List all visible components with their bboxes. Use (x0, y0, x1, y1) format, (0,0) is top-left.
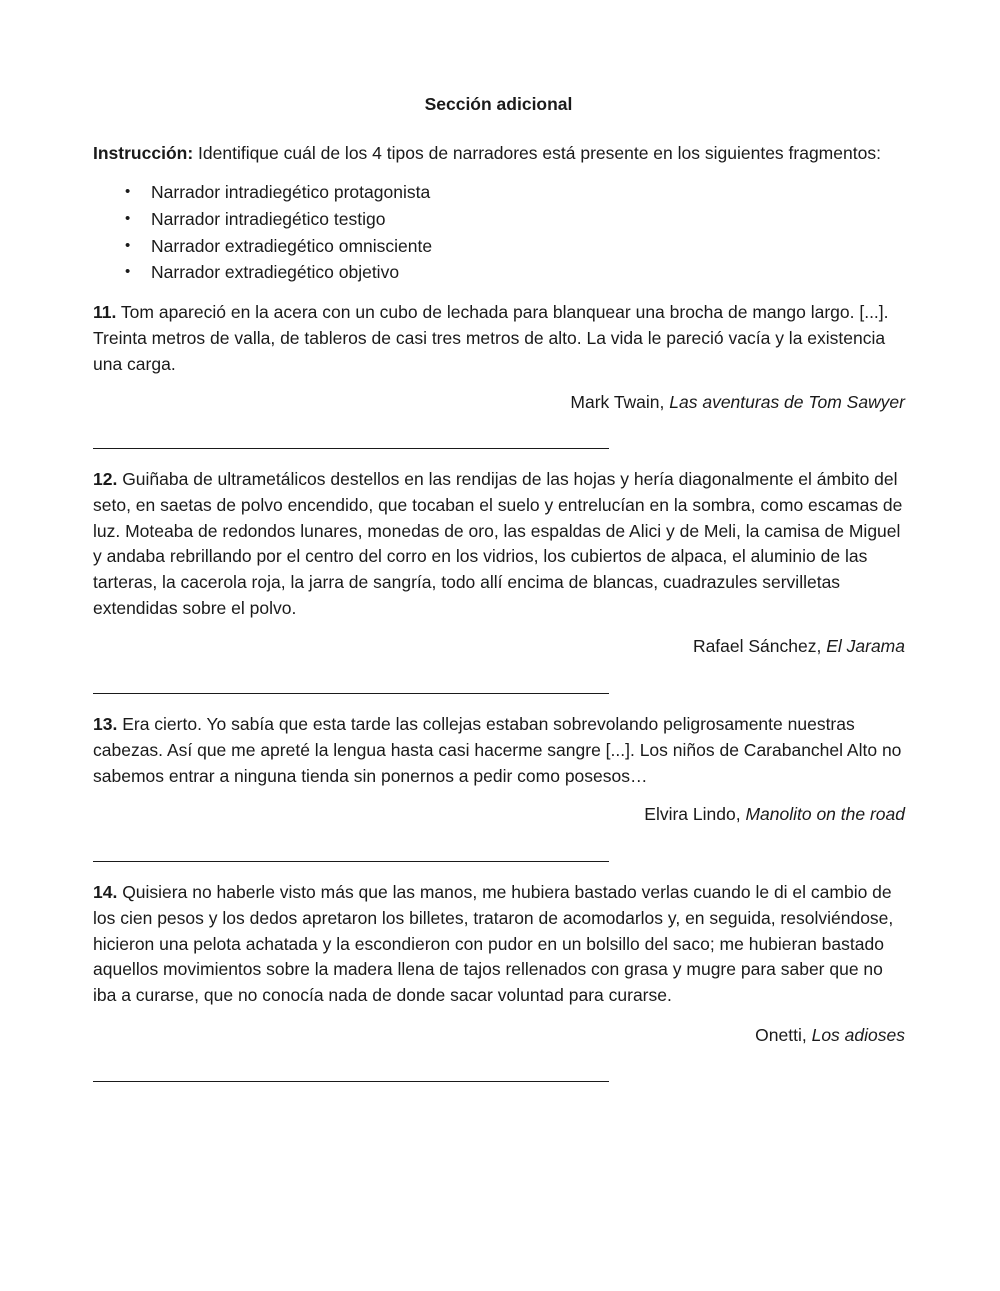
question-12-answer-line[interactable] (93, 693, 609, 694)
instruction-text (93, 141, 913, 165)
question-number: 12. (93, 469, 118, 489)
narrator-type-item (93, 233, 432, 260)
question-13-answer-line[interactable] (93, 861, 609, 862)
author-name: Rafael Sánchez, (692, 636, 827, 656)
narrator-type-item (93, 259, 432, 286)
question-12-source (693, 634, 905, 658)
fragment-text: Quisiera no haberle visto más que las manos, me hubiera bastado verlas cuando le di el cambio de los cien pesos y los dedos apretaron los billetes, trataron de acomodarlos y, en seguida, resolviéndose, hicieron una pelota achatada y la escondieron con pudor en un bolsillo del saco; me hubieran bastado aquellos movimientos sobre la madera llena de tajos rellenados con grasa y mugre para saber que no iba a curarse, que no conocía nada de donde sacar voluntad para curarse. (93, 882, 894, 1006)
question-11-answer-line[interactable] (93, 448, 609, 449)
instruction-body: Identifique cuál de los 4 tipos de narradores está presente en los siguientes fragmentos: (193, 143, 881, 163)
narrator-type-label: Narrador intradiegético testigo (151, 208, 386, 229)
author-name: Onetti, (755, 1025, 812, 1045)
question-11-fragment (93, 300, 908, 377)
narrator-type-label: Narrador extradiegético objetivo (151, 262, 400, 283)
author-name: Mark Twain, (570, 392, 670, 412)
bullet-icon: • (125, 236, 131, 254)
question-14-answer-line[interactable] (93, 1081, 609, 1082)
fragment-text: Tom apareció en la acera con un cubo de lechada para blanquear una brocha de mango largo. [...]. Treinta metros de valla, de tableros de casi tres metros de alto. La vida le pareció vacía y la existencia una carga. (93, 302, 889, 374)
question-number: 13. (93, 714, 118, 734)
question-14-fragment (93, 880, 908, 1009)
question-13-fragment (93, 712, 908, 789)
narrator-type-item (93, 206, 432, 233)
fragment-text: Guiñaba de ultrametálicos destellos en las rendijas de las hojas y hería diagonalmente el ámbito del seto, en saetas de polvo encendido, que tocaban el suelo y entrelucían en la sombra, como escamas de luz. Moteaba de redondos lunares, monedas de oro, las espaldas de Alici y de Meli, la camisa de Miguel y andaba rebrillando por el centro del corro en los vidrios, los cubiertos de alpaca, el aluminio de las tarteras, la cacerola roja, la jarra de sangría, todo allí encima de blancas, cuadrazules servilletas extendidas sobre el polvo. (93, 469, 903, 618)
question-13-source (644, 802, 905, 826)
question-12-fragment (93, 467, 908, 622)
work-title: Las aventuras de Tom Sawyer (669, 392, 905, 412)
work-title: Los adioses (811, 1025, 905, 1045)
question-11-source (570, 390, 905, 414)
instruction-label: Instrucción: (93, 143, 194, 163)
question-number: 14. (93, 882, 118, 902)
bullet-icon: • (125, 183, 131, 200)
narrator-type-label: Narrador extradiegético omnisciente (151, 235, 433, 256)
fragment-text: Era cierto. Yo sabía que esta tarde las collejas estaban sobrevolando peligrosamente nuestras cabezas. Así que me apreté la lengua hasta casi hacerme sangre [...]. Los niños de Carabanchel Alto no sabemos entrar a ninguna tienda sin ponernos a pedir como posesos… (93, 714, 902, 786)
narrator-types-list (93, 179, 432, 286)
bullet-icon: • (125, 263, 131, 281)
narrator-type-label: Narrador intradiegético protagonista (151, 182, 431, 202)
work-title: Manolito on the road (745, 804, 905, 824)
question-14-source (755, 1023, 905, 1047)
bullet-icon: • (125, 209, 131, 227)
work-title: El Jarama (826, 636, 905, 656)
narrator-type-item (93, 179, 432, 206)
question-number: 11. (93, 302, 117, 322)
page-title: Sección adicional (424, 94, 573, 114)
author-name: Elvira Lindo, (644, 804, 746, 824)
